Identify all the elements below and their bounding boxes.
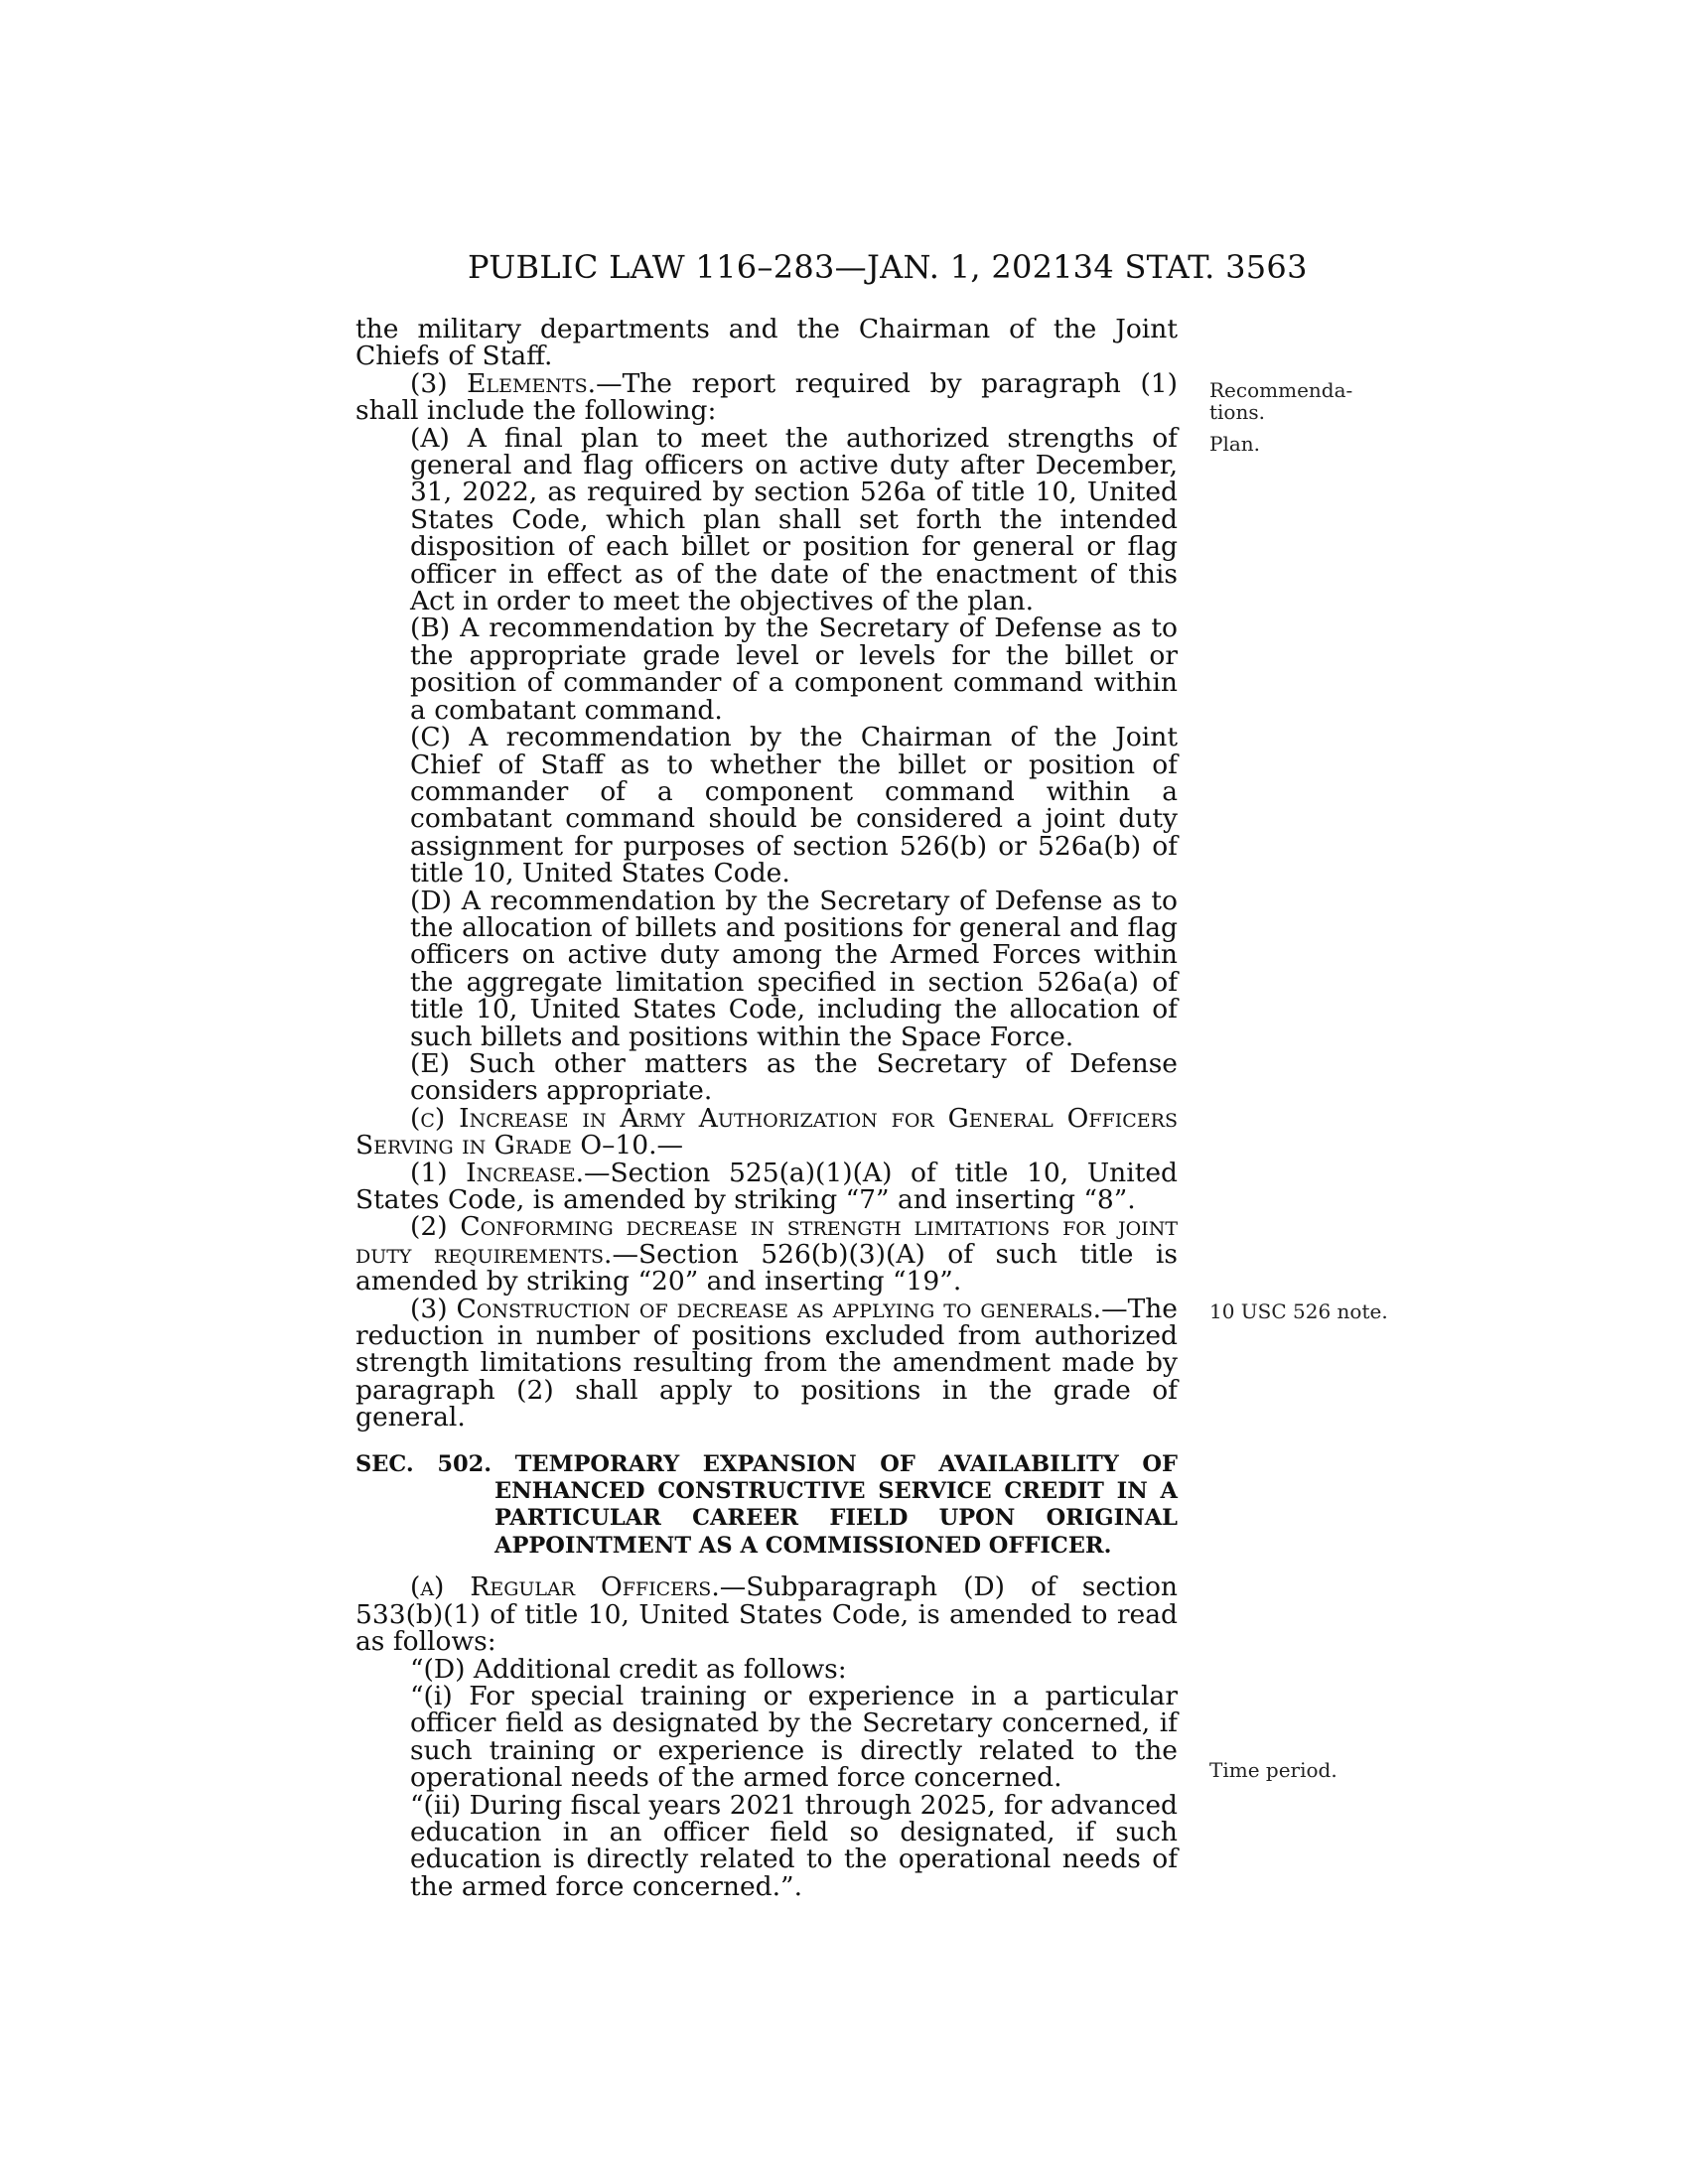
quoted-clause-ii: “(ii) During fiscal years 2021 through 2025, for advanced education in an officer field so designated, if such education is directly related to the operational needs of the armed force concerned.”. bbox=[410, 1789, 1178, 1902]
sidenote-recommendations: Recommenda-tions. bbox=[1209, 378, 1353, 424]
paragraph-d: (D) A recommendation by the Secretary of Defense as to the allocation of billets and positions for general and flag officers on active duty among the Armed Forces within the aggregate limitation specified in section 526a(a) of title 10, United States Code, including the allocation of such billets and positions within the Space Force. bbox=[410, 885, 1178, 1052]
heading-c1: (1) Increase. bbox=[410, 1157, 585, 1188]
subsection-c-dash: — bbox=[656, 1130, 684, 1161]
sidenote-time-period: Time period. bbox=[1209, 1758, 1337, 1782]
paragraph-continuation: the military departments and the Chairman of the Joint Chiefs of Staff. bbox=[355, 314, 1178, 372]
elements-text: —The report required by paragraph (1) shall include the following: bbox=[355, 367, 1179, 427]
sidenote-usc: 10 USC 526 note. bbox=[1209, 1299, 1388, 1323]
statute-text bbox=[355, 316, 1178, 1900]
paragraph-e: (E) Such other matters as the Secretary of Defense considers appropriate. bbox=[410, 1047, 1178, 1107]
subsection-a-text: —Subparagraph (D) of section 533(b)(1) of title 10, United States Code, is amended to read as follows: bbox=[355, 1571, 1178, 1658]
subsection-a bbox=[355, 1571, 1178, 1658]
heading-c3: (3) Construction of decrease as applying to generals. bbox=[410, 1293, 1102, 1324]
section-502-heading: SEC. 502. TEMPORARY EXPANSION OF AVAILABILITY OF ENHANCED CONSTRUCTIVE SERVICE CREDIT IN A PARTICULAR CAREER FIELD UPON ORIGINAL APPOINTMENT AS A COMMISSIONED OFFICER. bbox=[355, 1450, 1178, 1559]
paragraph-a: (A) A final plan to meet the authorized strengths of general and flag officers on active duty after December, 31, 2022, as required by section 526a of title 10, United States Code, which plan shall set forth the intended disposition of each billet or position for general or flag officer in effect as of the date of the enactment of this Act in order to meet the objectives of the plan. bbox=[410, 422, 1178, 617]
heading-subsection-a: (a) Regular Officers. bbox=[410, 1571, 720, 1603]
paragraph-c1 bbox=[355, 1157, 1178, 1215]
heading-c2: (2) Conforming decrease in strength limitations for joint duty requirements. bbox=[355, 1211, 1178, 1270]
paragraph-c: (C) A recommendation by the Chairman of the Joint Chief of Staff as to whether the billet or position of commander of a component command within a combatant command should be considered a joint duty assignment for purposes of section 526(b) or 526a(b) of title 10, United States Code. bbox=[410, 722, 1178, 889]
quoted-paragraph-d: “(D) Additional credit as follows: bbox=[410, 1653, 847, 1685]
running-header-page-number: 134 STAT. 3563 bbox=[1053, 248, 1308, 286]
c2-text: —Section 526(b)(3)(A) of such title is amended by striking “20” and inserting “19”. bbox=[355, 1238, 1178, 1297]
running-header-left: PUBLIC LAW 116–283—JAN. 1, 2021 bbox=[468, 248, 1073, 286]
heading-elements: (3) Elements. bbox=[410, 367, 597, 399]
subsection-c bbox=[355, 1102, 1178, 1161]
paragraph-c2 bbox=[355, 1213, 1178, 1295]
c3-text: —The reduction in number of positions excluded from authorized strength limitations resulting from the amendment made by paragraph (2) shall apply to positions in the grade of general. bbox=[355, 1293, 1178, 1433]
paragraph-c3 bbox=[355, 1293, 1178, 1433]
sidenote-plan: Plan. bbox=[1209, 432, 1261, 456]
quoted-clause-i: “(i) For special training or experience in a particular officer field as designated by the Secretary concerned, if such training or experience is directly related to the operational needs of the armed force concerned. bbox=[410, 1680, 1178, 1794]
paragraph-elements bbox=[355, 367, 1179, 427]
c1-text: —Section 525(a)(1)(A) of title 10, United States Code, is amended by striking “7” and inserting “8”. bbox=[355, 1157, 1178, 1215]
heading-subsection-c: (c) Increase in Army Authorization for General Officers Serving in Grade O–10. bbox=[355, 1102, 1178, 1161]
paragraph-b: (B) A recommendation by the Secretary of Defense as to the appropriate grade level or levels for the billet or position of commander of a component command within a combatant command. bbox=[410, 613, 1178, 726]
